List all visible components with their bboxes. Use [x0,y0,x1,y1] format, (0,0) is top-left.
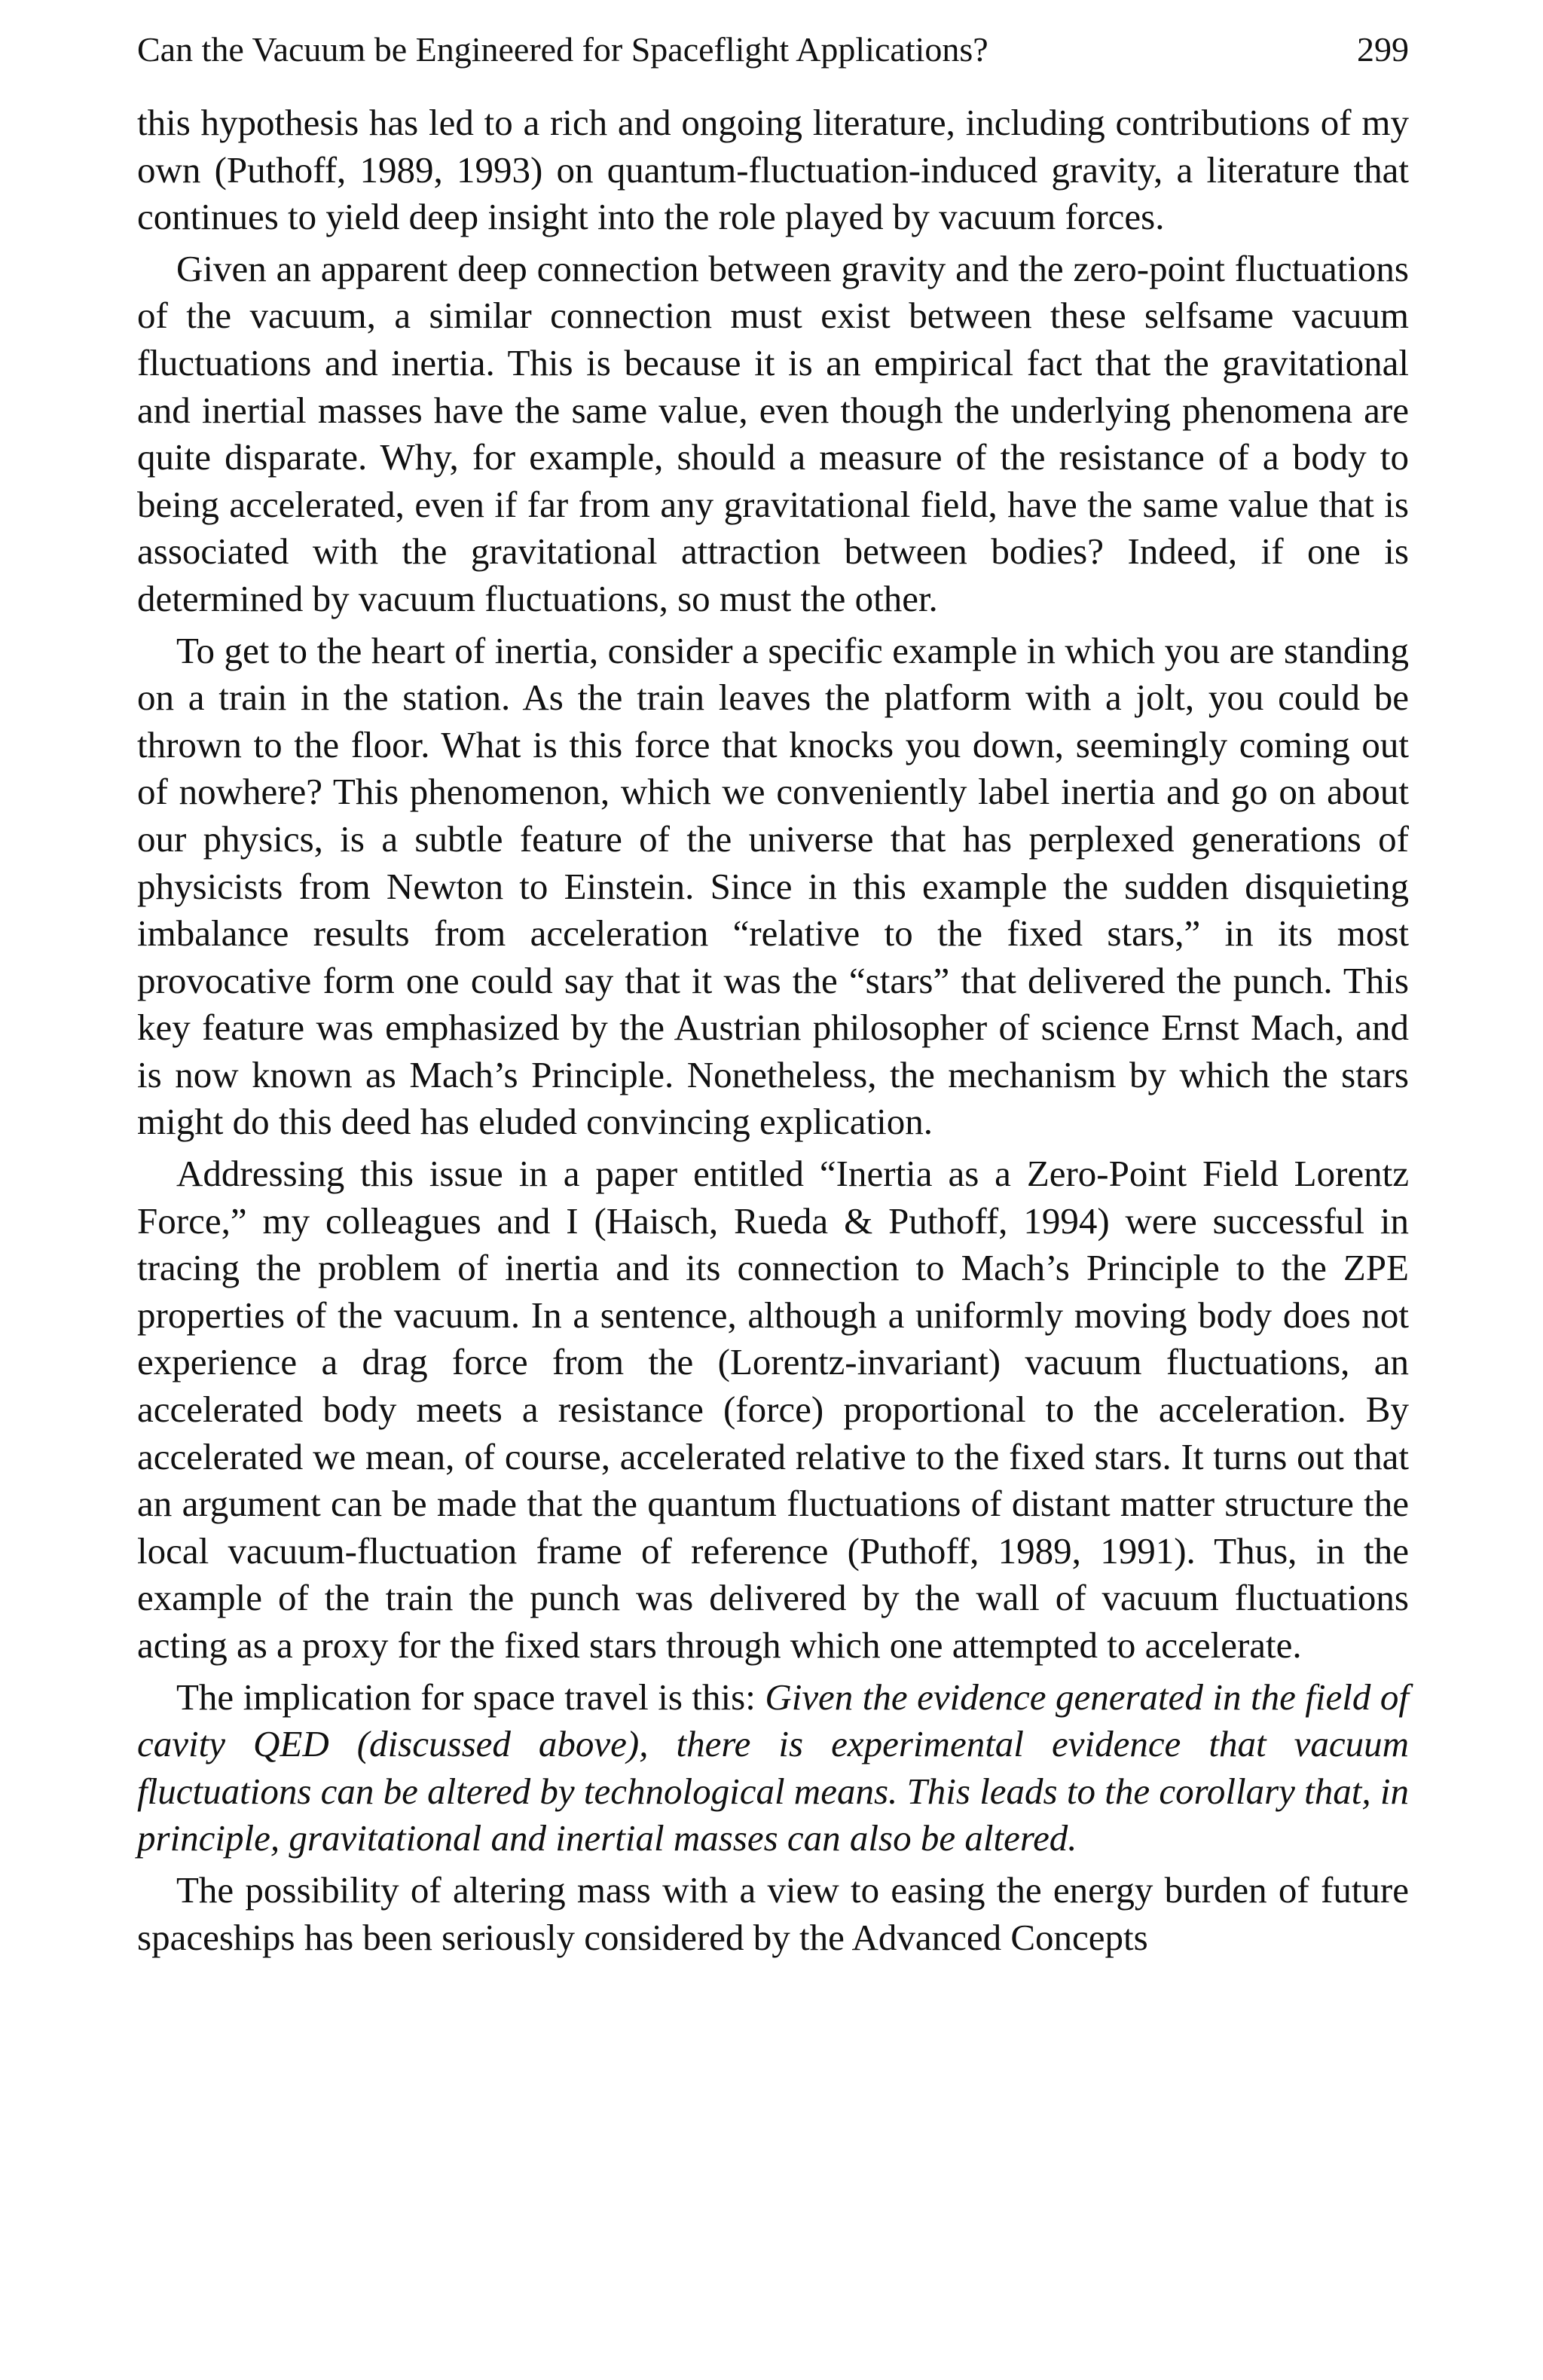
paragraph-5 [137,1674,1409,1862]
paragraph-5-emphasis: Given the evidence generated in the field of cavity QED (discussed above), there is experimental evidence that vacuum fluctuations can be altered by technological means. This leads to the corollary that, in principle, gravitational and inertial masses can also be altered. [137,1676,1409,1859]
page [137,27,1409,1966]
page-number: 299 [1357,30,1409,69]
running-title: Can the Vacuum be Engineered for Spaceflight Applications? [137,30,988,69]
paragraph-4: Addressing this issue in a paper entitled “Inertia as a Zero-Point Field Lorentz Force,” my colleagues and I (Haisch, Rueda & Puthoff, 1994) were successful in tracing the problem of inertia and its connection to Mach’s Principle to the ZPE properties of the vacuum. In a sentence, although a uniformly moving body does not experience a drag force from the (Lorentz-invariant) vacuum fluctuations, an accelerated body meets a resistance (force) proportional to the acceleration. By accelerated we mean, of course, accelerated relative to the fixed stars. It turns out that an argument can be made that the quantum fluctuations of distant matter structure the local vacuum-fluctuation frame of reference (Puthoff, 1989, 1991). Thus, in the example of the train the punch was delivered by the wall of vacuum fluctuations acting as a proxy for the fixed stars through which one attempted to accelerate. [137,1153,1409,1666]
body-text [137,99,1409,1961]
paragraph-5-lead: The implication for space travel is this: [176,1676,765,1718]
paragraph-6: The possibility of altering mass with a view to easing the energy burden of future spaceships has been seriously considered by the Advanced Concepts [137,1868,1409,1958]
paragraph-2: Given an apparent deep connection between gravity and the zero-point fluctuations of the vacuum, a similar connection must exist between these selfsame vacuum fluctuations and inertia. This is because it is an empirical fact that the gravitational and inertial masses have the same value, even though the underlying phenomena are quite disparate. Why, for example, should a measure of the resistance of a body to being accelerated, even if far from any gravitational field, have the same value that is associated with the gravitational attraction between bodies? Indeed, if one is determined by vacuum fluctuations, so must the other. [137,247,1409,619]
running-head [137,27,1409,72]
paragraph-3: To get to the heart of inertia, consider a specific example in which you are standing on a train in the station. As the train leaves the platform with a jolt, you could be thrown to the floor. What is this force that knocks you down, seemingly coming out of nowhere? This phenomenon, which we conveniently label inertia and go on about our physics, is a subtle feature of the universe that has perplexed generations of physicists from Newton to Einstein. Since in this example the sudden disquieting imbalance results from acceleration “relative to the fixed stars,” in its most provocative form one could say that it was the “stars” that delivered the punch. This key feature was emphasized by the Austrian philosopher of science Ernst Mach, and is now known as Mach’s Principle. Nonetheless, the mechanism by which the stars might do this deed has eluded convincing explication. [137,629,1409,1143]
paragraph-1: this hypothesis has led to a rich and ongoing literature, including contributions of my own (Puthoff, 1989, 1993) on quantum-fluctuation-induced gravity, a literature that continues to yield deep insight into the role played by vacuum forces. [137,102,1409,238]
